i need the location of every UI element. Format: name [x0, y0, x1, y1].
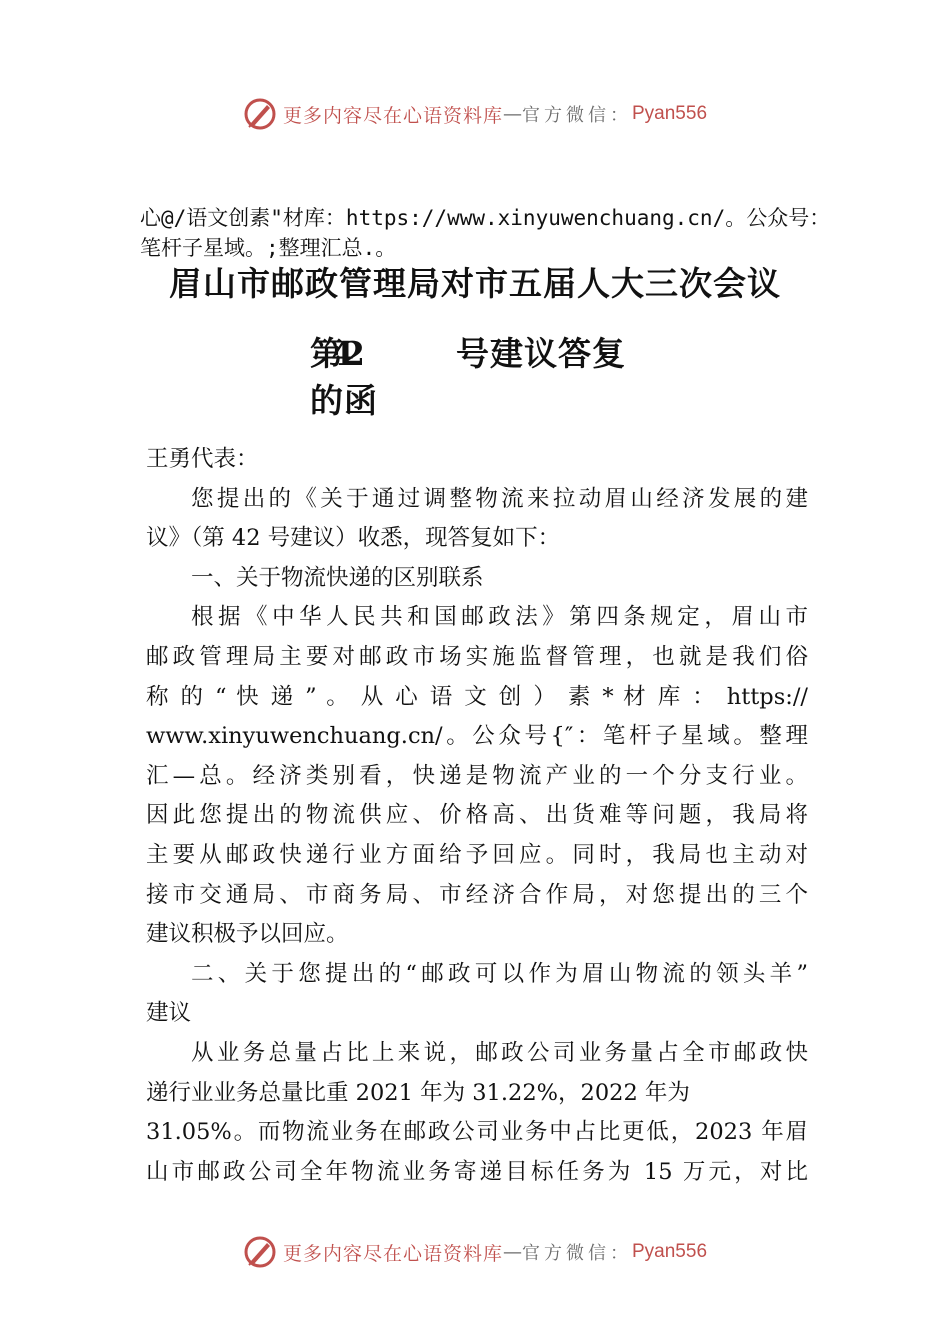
- paragraph-line: 议》（第 42 号建议）收悉，现答复如下：: [146, 525, 561, 552]
- letter-body: [146, 440, 808, 1192]
- document-title-line1: 眉山市邮政管理局对市五届人大三次会议: [169, 264, 781, 303]
- section-heading-2: 二、关于您提出的“邮政可以作为眉山物流的领头羊”: [191, 960, 808, 987]
- banner-wechat-label: 官方微信：: [522, 1243, 632, 1264]
- paragraph-line: 主要从邮政快递行业方面给予回应。同时，我局也主动对: [146, 841, 808, 868]
- paragraph-line: 称 的 “ 快 递 ” 。 从 心 语 文 创 ） 素 * 材 库 ： https://: [146, 683, 808, 710]
- banner-brand-text: 更多内容尽在心语资料库: [282, 104, 503, 127]
- paragraph-line: 山市邮政公司全年物流业务寄递目标任务为 15 万元，对比: [146, 1158, 808, 1185]
- paragraph-line: 汇—总。经济类别看，快递是物流产业的一个分支行业。: [146, 762, 808, 789]
- banner-separator: —: [503, 103, 522, 125]
- document-title-line2: [310, 328, 650, 422]
- banner-wechat-id: Pyan556: [632, 103, 708, 124]
- paragraph-line: 邮政管理局主要对邮政市场实施监督管理，也就是我们俗: [146, 643, 808, 670]
- quill-logo-icon: [243, 97, 277, 131]
- paragraph-line: www.xinyuwenchuang.cn/。公众号{″：笔杆子星域。整理: [146, 723, 808, 750]
- header-banner: [0, 94, 950, 134]
- banner-wechat-id: Pyan556: [632, 1241, 708, 1262]
- salutation: 王勇代表：: [146, 446, 259, 472]
- paragraph-line: 递行业业务总量比重 2021 年为 31.22%，2022 年为: [146, 1079, 690, 1106]
- title-line2-text: 号建议答复的函: [310, 334, 626, 420]
- paragraph-line: 从业务总量占比上来说，邮政公司业务量占全市邮政快: [191, 1039, 808, 1066]
- banner-wechat-label: 官方微信：: [522, 105, 632, 126]
- source-note: 心@/语文创素"材库：https://www.xinyuwenchuang.cn/。公众号：笔杆子星域。;整理汇总.。: [140, 206, 831, 260]
- banner-brand-text: 更多内容尽在心语资料库: [282, 1242, 503, 1265]
- paragraph-line: 您提出的《关于通过调整物流来拉动眉山经济发展的建: [191, 485, 808, 512]
- paragraph-line: 31.05%。而物流业务在邮政公司业务中占比更低，2023 年眉: [146, 1119, 808, 1146]
- banner-separator: —: [503, 1241, 522, 1263]
- paragraph-line: 接市交通局、市商务局、市经济合作局，对您提出的三个: [146, 881, 808, 908]
- footer-banner: [0, 1232, 950, 1272]
- quill-logo-icon: [243, 1235, 277, 1269]
- title-number-prefix: 第42: [310, 334, 353, 373]
- section-heading-2-cont: 建议: [146, 1000, 192, 1027]
- paragraph-line: 因此您提出的物流供应、价格高、出货难等问题，我局将: [146, 802, 808, 829]
- section-heading-1: 一、关于物流快递的区别联系: [191, 564, 484, 591]
- paragraph-line: 根据《中华人民共和国邮政法》第四条规定，眉山市: [191, 604, 808, 631]
- paragraph-line: 建议积极予以回应。: [146, 921, 349, 948]
